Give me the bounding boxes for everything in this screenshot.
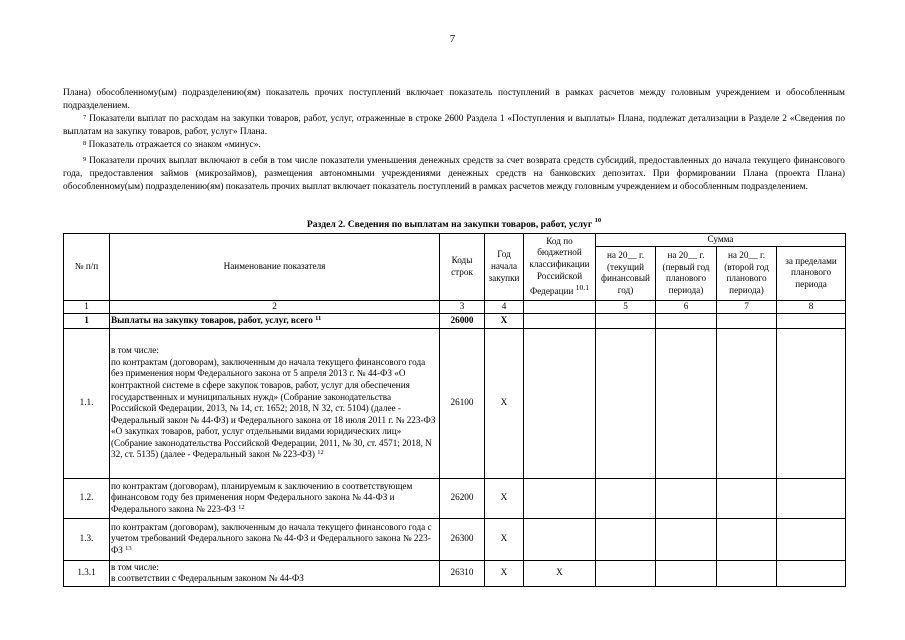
table-row bbox=[64, 313, 846, 328]
column-numbers-row bbox=[64, 300, 846, 313]
row-num: 1.3.1 bbox=[64, 560, 110, 586]
row-num: 1.2. bbox=[64, 478, 110, 518]
row-budget-code bbox=[524, 328, 596, 478]
row-year: X bbox=[485, 518, 524, 560]
row-sum-cell bbox=[777, 328, 846, 478]
row-budget-code bbox=[524, 478, 596, 518]
row-code: 26200 bbox=[440, 478, 485, 518]
row-year: X bbox=[485, 478, 524, 518]
row-name bbox=[110, 560, 440, 586]
section-title bbox=[63, 219, 845, 230]
row-sum-cell bbox=[717, 560, 777, 586]
column-number: 1 bbox=[64, 300, 110, 313]
row-sum-cell bbox=[596, 518, 656, 560]
paragraph-text: Показатели прочих выплат включают в себя в том числе показатели уменьшения денежных средств за счет возврата средств субсидий, предоставленных до начала текущего финансового года, предоставления займов (микрозаймов), размещения автономными учреждениями денежных средств на банковских депозитах. При формировании Плана (проекта Плана) обособленному(ым) подразделению(ям) показатель прочих выплат включает показатель поступлений в рамках расчетов между головным учреждением и обособленным подразделением. bbox=[63, 156, 845, 193]
footnote-marker: 7 bbox=[83, 114, 87, 121]
row-code: 26000 bbox=[440, 313, 485, 328]
header-year: Год начала закупки bbox=[485, 234, 524, 301]
column-number: 6 bbox=[656, 300, 717, 313]
header-budget-code bbox=[524, 234, 596, 301]
header-sum-first-plan: на 20__ г. (первый год планового периода) bbox=[656, 246, 717, 300]
header-sum: Сумма bbox=[596, 234, 846, 247]
row-name-text: по контрактам (договорам), заключенным до начала текущего финансового года с учетом требований Федерального закона № 44-ФЗ и Федерального закона № 223-ФЗ bbox=[111, 521, 432, 555]
paragraph-text: Плана) обособленному(ым) подразделению(ям) показатель прочих поступлений включает показатель поступлений в рамках расчетов между головным учреждением и обособленным подразделением. bbox=[63, 88, 845, 112]
section-title-text: Раздел 2. Сведения по выплатам на закупки товаров, работ, услуг bbox=[306, 219, 593, 230]
column-number: 5 bbox=[596, 300, 656, 313]
footnote-marker: 10 bbox=[594, 217, 602, 224]
row-sum-cell bbox=[596, 328, 656, 478]
header-code: Коды строк bbox=[440, 234, 485, 301]
footnote-marker: 13 bbox=[125, 544, 132, 552]
footnote-8 bbox=[63, 139, 845, 152]
table-row bbox=[64, 560, 846, 586]
footnote-marker: 12 bbox=[317, 449, 324, 457]
paragraph-text: Показатели выплат по расходам на закупки товаров, работ, услуг, отраженные в строке 2600 Раздела 1 «Поступления и выплаты» Плана, подлежат детализации в Разделе 2 «Сведения по выплатам на закупку товаров, работ, услуг» Плана. bbox=[63, 114, 846, 138]
row-sum-cell bbox=[717, 478, 777, 518]
table-row bbox=[64, 328, 846, 478]
row-sum-cell bbox=[777, 313, 846, 328]
row-num: 1 bbox=[64, 313, 110, 328]
row-budget-code bbox=[524, 518, 596, 560]
row-sum-cell bbox=[656, 518, 717, 560]
row-sum-cell bbox=[656, 313, 717, 328]
row-budget-code bbox=[524, 313, 596, 328]
row-name bbox=[110, 313, 440, 328]
row-name bbox=[110, 518, 440, 560]
row-name bbox=[110, 478, 440, 518]
header-sum-current: на 20__ г. (текущий финансовый год) bbox=[596, 246, 656, 300]
row-year: X bbox=[485, 328, 524, 478]
row-sum-cell bbox=[777, 560, 846, 586]
header-sum-second-plan: на 20__ г. (второй год планового периода) bbox=[717, 246, 777, 300]
row-sum-cell bbox=[777, 478, 846, 518]
row-code: 26300 bbox=[440, 518, 485, 560]
header-name: Наименование показателя bbox=[110, 234, 440, 301]
header-num: № п/п bbox=[64, 234, 110, 301]
row-name-text: в том числе: в соответствии с Федеральным законом № 44-ФЗ bbox=[111, 561, 304, 584]
footnote-marker: 9 bbox=[83, 156, 87, 163]
header-budget-code-text: Код по бюджетной классификации Российской Федерации bbox=[529, 235, 590, 297]
row-sum-cell bbox=[777, 518, 846, 560]
row-sum-cell bbox=[596, 560, 656, 586]
row-year: X bbox=[485, 560, 524, 586]
row-code: 26100 bbox=[440, 328, 485, 478]
page-number: 7 bbox=[449, 33, 456, 45]
paragraph-continuation bbox=[63, 87, 845, 113]
table-row bbox=[64, 478, 846, 518]
header-sum-beyond: за пределами планового периода bbox=[777, 246, 846, 300]
row-sum-cell bbox=[717, 518, 777, 560]
column-number: 4 bbox=[485, 300, 524, 313]
row-sum-cell bbox=[596, 313, 656, 328]
row-sum-cell bbox=[717, 328, 777, 478]
row-budget-code: X bbox=[524, 560, 596, 586]
row-name-text: Выплаты на закупку товаров, работ, услуг, всего bbox=[111, 314, 313, 325]
row-sum-cell bbox=[656, 478, 717, 518]
row-year: X bbox=[485, 313, 524, 328]
row-num: 1.1. bbox=[64, 328, 110, 478]
row-sum-cell bbox=[656, 328, 717, 478]
footnote-marker: 12 bbox=[238, 503, 245, 511]
row-name-text: в том числе: по контрактам (договорам), заключенным до начала текущего финансового года без применения норм Федерального закона от 5 апреля 2013 г. № 44-ФЗ «О контрактной системе в сфере закупок товаров, работ, услуг для обеспечения государственных и муниципальных нужд» (Собрание законодательства Российской Федерации, 2013, № 14, ст. 1652; 2018, N 32, ст. 5104) (далее - Федеральный закон № 44-ФЗ) и Федерального закона от 18 июля 2011 г. № 223-ФЗ «О закупках товаров, работ, услуг отдельными видами юридических лиц» (Собрание законодательства Российской Федерации, 2011, № 30, ст. 4571; 2018, N 32, ст. 5135) (далее - Федеральный закон № 223-ФЗ) bbox=[111, 345, 436, 460]
footnote-9 bbox=[63, 155, 845, 195]
footnote-marker: 8 bbox=[83, 140, 87, 147]
column-number: 7 bbox=[717, 300, 777, 313]
row-sum-cell bbox=[596, 478, 656, 518]
row-num: 1.3. bbox=[64, 518, 110, 560]
paragraph-text: Показатель отражается со знаком «минус». bbox=[88, 140, 261, 150]
footnote-7 bbox=[63, 113, 845, 139]
row-sum-cell bbox=[656, 560, 717, 586]
column-number: 3 bbox=[440, 300, 485, 313]
row-name-text: по контрактам (договорам), планируемым к заключению в соответствующем финансовом году без применения норм Федерального закона № 44-ФЗ и Федерального закона № 223-ФЗ bbox=[111, 480, 413, 514]
purchases-table bbox=[63, 233, 846, 587]
footnote-marker: 11 bbox=[315, 314, 322, 322]
row-name bbox=[110, 328, 440, 478]
column-number: 2 bbox=[110, 300, 440, 313]
column-number bbox=[524, 300, 596, 313]
row-sum-cell bbox=[717, 313, 777, 328]
table-row bbox=[64, 518, 846, 560]
footnote-marker: 10.1 bbox=[575, 283, 590, 293]
column-number: 8 bbox=[777, 300, 846, 313]
row-code: 26310 bbox=[440, 560, 485, 586]
